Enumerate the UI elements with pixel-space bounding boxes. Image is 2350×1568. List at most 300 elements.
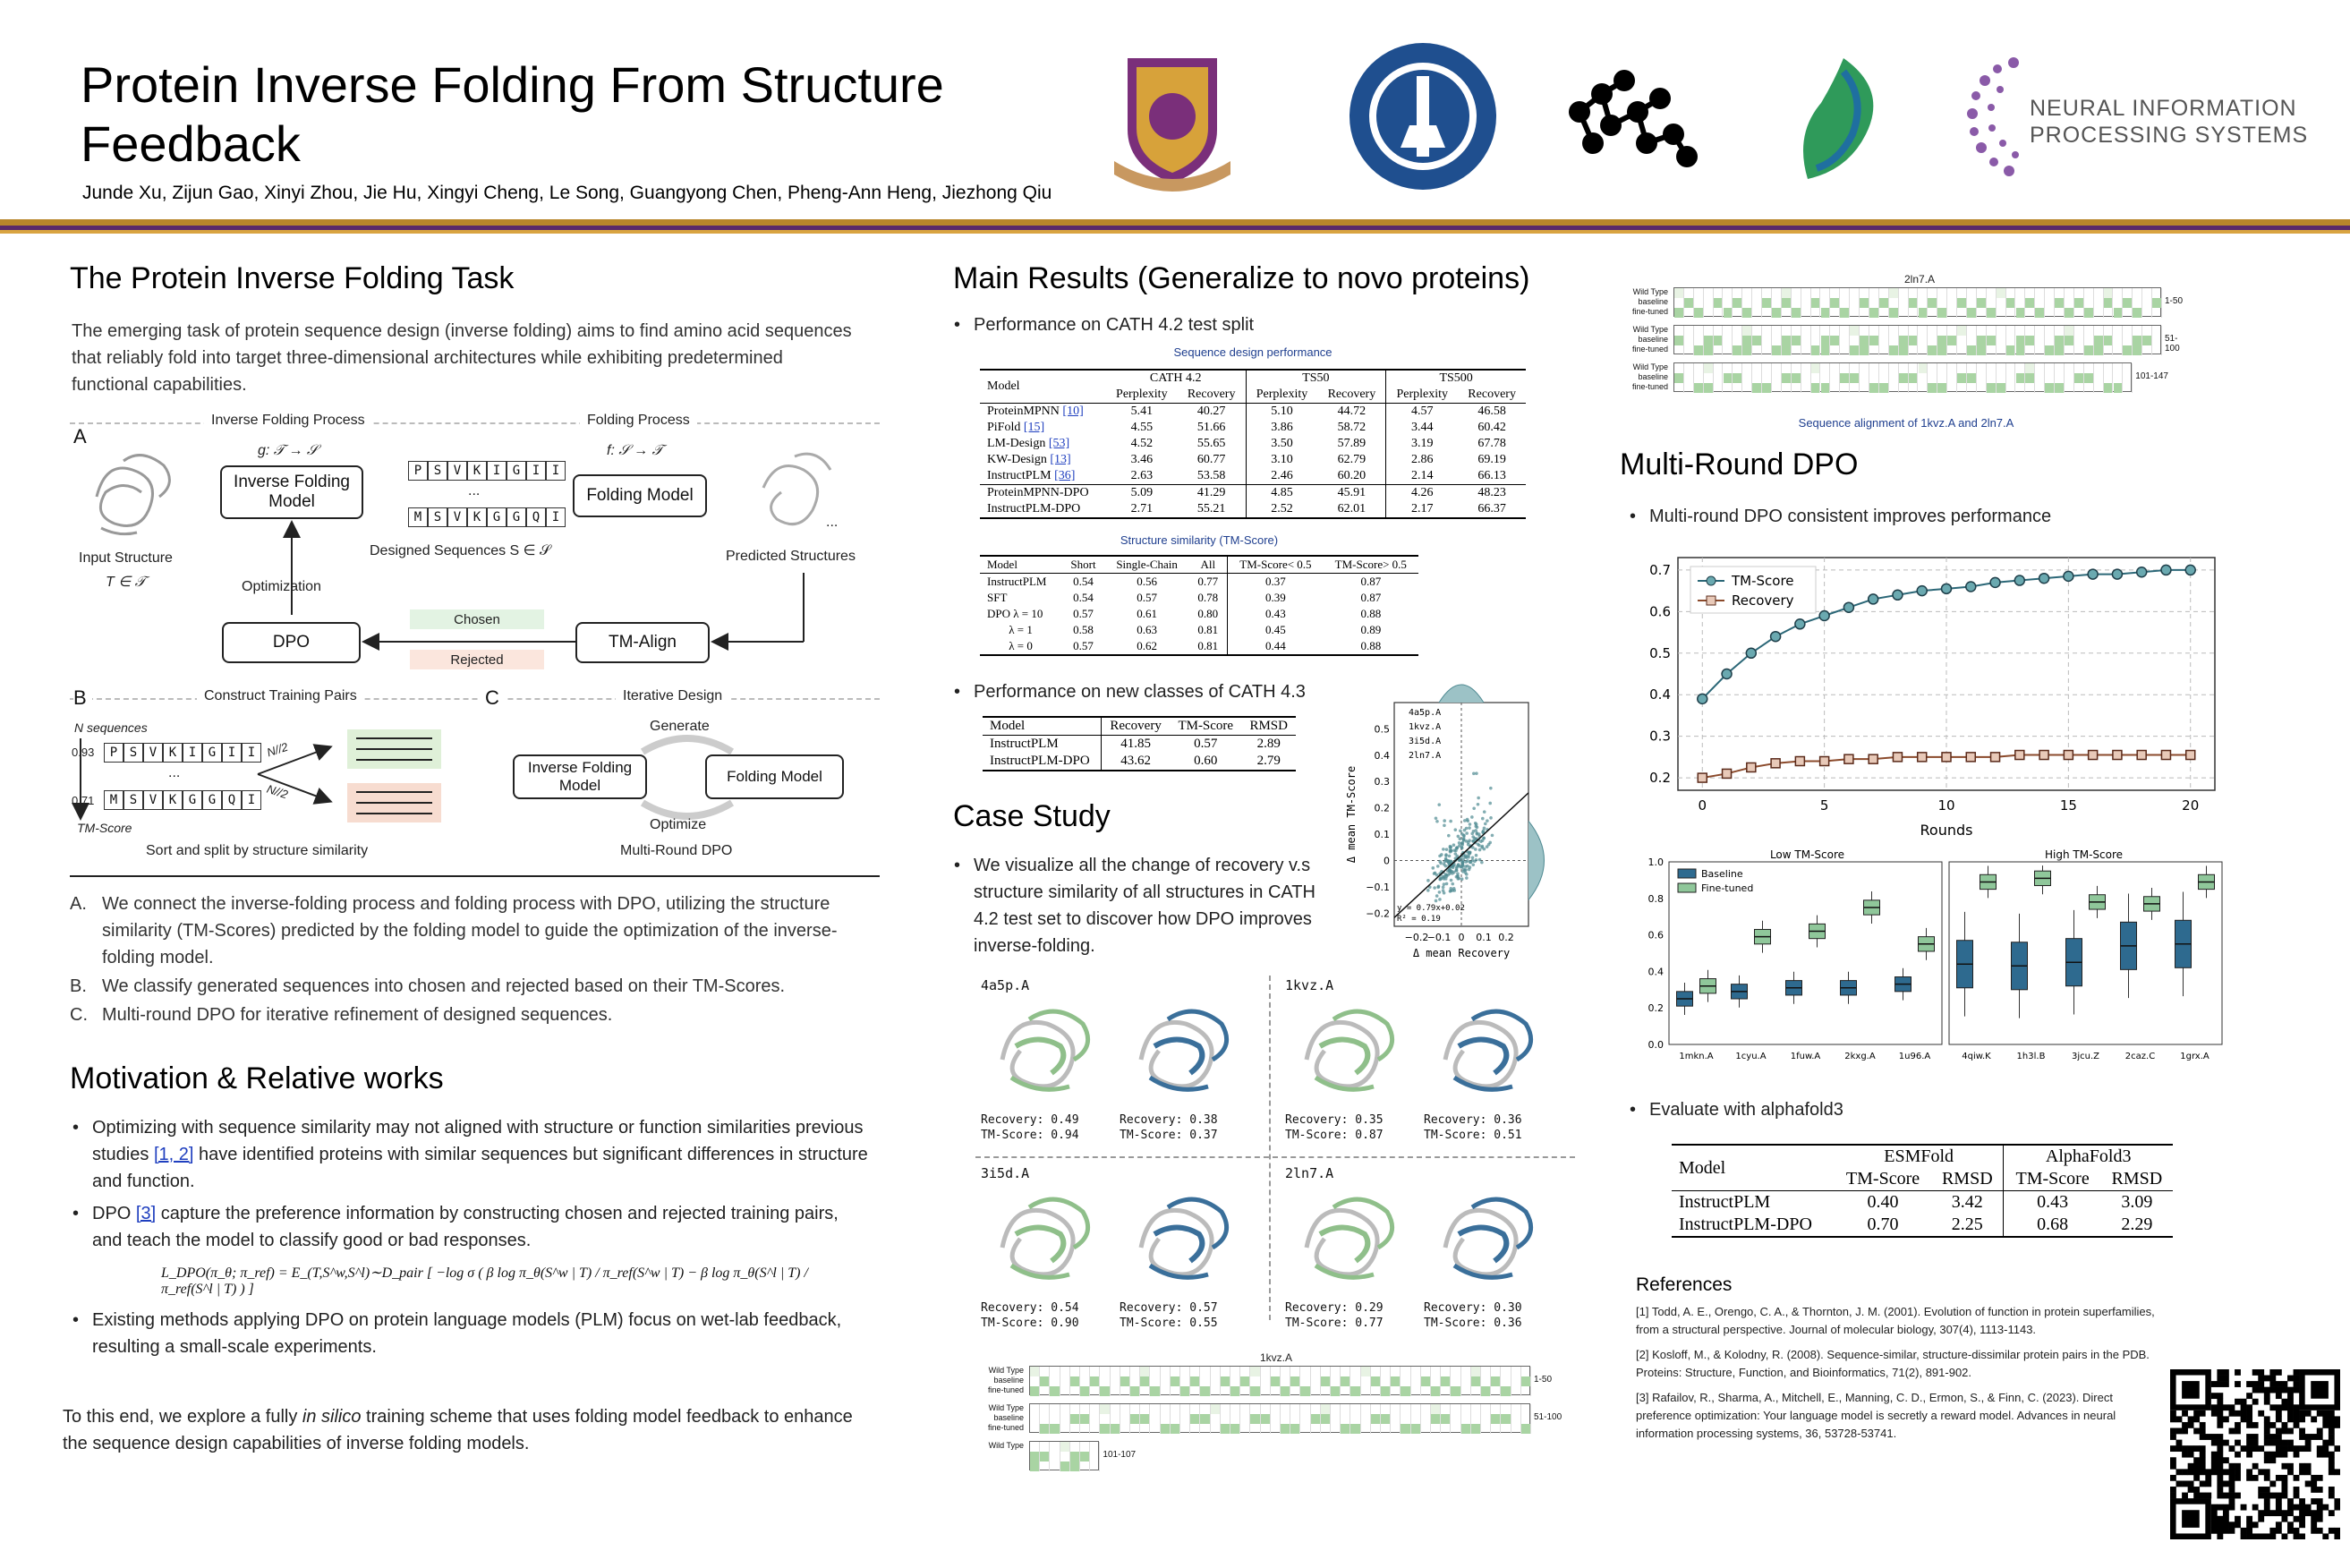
data-point [1465, 827, 1469, 831]
protein-id: 2ln7.A [1285, 1165, 1334, 1181]
protein-structure-icon [1289, 1185, 1414, 1288]
data-point [1489, 787, 1493, 790]
y-tick-label: 0.6 [1649, 603, 1671, 620]
table-cell: 40.27 [1178, 404, 1246, 421]
closing-statement: To this end, we explore a fully in silico training scheme that uses folding model feedback to enhance the sequence design capabilities of inverse folding models. [63, 1407, 853, 1453]
table-cell: 67.78 [1477, 437, 1506, 450]
data-point [1482, 836, 1486, 839]
residue-cell: S [123, 790, 143, 810]
alignment-row-label: Wild Type [1632, 362, 1668, 371]
data-point [1471, 863, 1475, 866]
x-tick-label: 1fuw.A [1790, 1052, 1821, 1061]
designed-seq-2 [408, 507, 566, 527]
table-cell: 0.63 [1137, 623, 1157, 636]
model-name-cell: SFT [987, 591, 1008, 604]
alignment-row-label: baseline [993, 1413, 1024, 1422]
table-cell: 0.40 [1867, 1192, 1899, 1212]
residue-cell: I [546, 507, 566, 527]
column-header: TM-Score [1178, 719, 1234, 733]
table-cell: 0.57 [1073, 607, 1094, 620]
residue-cell: P [104, 743, 123, 763]
cuhk-crest-logo [1105, 49, 1239, 192]
residue-cell: S [428, 461, 447, 481]
data-point [2064, 571, 2073, 581]
alignment-range-label: 51-100 [2165, 334, 2180, 354]
data-point [1445, 882, 1449, 886]
table-cell: 62.79 [1318, 452, 1386, 468]
y-tick-label: 0.0 [1648, 1039, 1664, 1051]
alignment-1kvz [975, 1351, 1575, 1472]
residue-cell: M [408, 507, 428, 527]
data-point [2039, 574, 2049, 584]
table-cell: 5.09 [1130, 486, 1154, 499]
data-point [1487, 843, 1491, 847]
model-name-cell: DPO λ = 10 [987, 607, 1043, 620]
motivation-heading: Motivation & Relative works [70, 1061, 444, 1095]
table-row [980, 606, 1418, 622]
table1-caption: Sequence design performance [1173, 345, 1333, 359]
table-cell: 4.57 [1411, 405, 1434, 418]
split-ellipsis: ... [168, 765, 181, 780]
data-point [1460, 877, 1464, 881]
alignment-row-label: fine-tuned [987, 1385, 1024, 1394]
data-point [1893, 590, 1903, 600]
score-low: 0.71 [72, 794, 95, 807]
model-name-cell: λ = 0 [1009, 639, 1033, 652]
table-row [983, 736, 1296, 754]
protein-case-cell [1280, 1163, 1571, 1334]
data-point [1458, 841, 1461, 845]
case-structures-grid [975, 976, 1575, 1330]
data-point [1463, 819, 1467, 822]
table-cell: 2.63 [1130, 469, 1154, 482]
table-cell: 60.77 [1178, 452, 1246, 468]
panel-b-label: B [73, 686, 92, 710]
y-tick-label: −0.2 [1366, 908, 1390, 920]
data-point [1486, 819, 1489, 822]
af3-bullet: • Evaluate with alphafold3 [1624, 1096, 2161, 1123]
alignment-caption: Sequence alignment of 1kvz.A and 2ln7.A [1798, 416, 2014, 430]
table-cell: 0.58 [1073, 623, 1094, 636]
data-point [1465, 839, 1469, 843]
residue-cell: V [447, 461, 467, 481]
residue-cell: G [507, 507, 526, 527]
x-density-curve [1439, 685, 1484, 703]
x-tick-label: −0.2 [1404, 932, 1429, 943]
data-point [1484, 822, 1487, 826]
x-tick-label: 1u96.A [1898, 1052, 1931, 1061]
table-row [980, 574, 1418, 591]
references-heading: References [1636, 1274, 1733, 1295]
x-tick-label: 10 [1937, 797, 1955, 814]
dpo-box: DPO [222, 622, 361, 663]
data-point [1465, 876, 1469, 880]
alignment-grid [1673, 287, 2161, 317]
residue-cell: K [467, 461, 487, 481]
chosen-label: Chosen [454, 611, 500, 627]
protein-case-cell [975, 976, 1266, 1146]
data-point [2161, 751, 2170, 760]
alignment-range-label: 51-100 [1534, 1412, 1562, 1422]
table-cell: 62.01 [1318, 501, 1386, 518]
data-point [1966, 753, 1975, 762]
data-point [1771, 759, 1780, 768]
alignment-2ln7-title: 2ln7.A [1904, 273, 1936, 285]
x-tick-label: 1h3l.B [2016, 1052, 2046, 1061]
tm-score-value: TM-Score: 0.55 [1120, 1317, 1218, 1330]
table-cell: 58.72 [1318, 420, 1386, 436]
table-cell: 5.10 [1271, 405, 1293, 418]
tm-score-value: TM-Score: 0.36 [1424, 1317, 1522, 1330]
table-cell: 57.89 [1318, 436, 1386, 452]
residue-cell: P [408, 461, 428, 481]
case-study-heading: Case Study [953, 799, 1111, 833]
table-cell: 43.62 [1120, 754, 1151, 768]
table-cell: 2.17 [1411, 502, 1434, 516]
table-cell: 2.25 [1931, 1214, 2004, 1237]
section-folding-label: Folding Process [580, 413, 697, 429]
recovery-value: Recovery: 0.38 [1120, 1113, 1218, 1127]
data-point [1456, 872, 1460, 875]
legend-label: 4a5p.A [1409, 708, 1442, 718]
data-point [1480, 861, 1484, 865]
y-tick-label: 0.6 [1648, 929, 1664, 942]
motivation-list-2 [67, 1307, 873, 1366]
table-cell: 4.52 [1130, 437, 1154, 450]
table-cell: 2.79 [1256, 754, 1281, 768]
tm-score-value: TM-Score: 0.77 [1285, 1317, 1384, 1330]
input-structure-label: Input Structure [79, 550, 173, 566]
sort-split-caption: Sort and split by structure similarity [146, 843, 369, 858]
table-row [1672, 1214, 2173, 1237]
data-point [1474, 829, 1477, 832]
multiround-heading: Multi-Round DPO [1620, 447, 1859, 481]
table-cell: 3.50 [1271, 437, 1293, 450]
y-tick-label: 0.3 [1374, 776, 1390, 788]
iter-inverse-model-box: Inverse Folding Model [513, 754, 647, 799]
panel-c-label: C [480, 686, 505, 710]
data-point [1435, 899, 1438, 903]
table-cell: 48.23 [1477, 486, 1506, 499]
legend-label: 1kvz.A [1409, 722, 1442, 732]
model-name-cell: LM-Design [53] [987, 437, 1070, 450]
table-cell: 2.86 [1411, 453, 1434, 466]
table-row [983, 753, 1296, 771]
t1-model-header: Model [987, 379, 1020, 393]
table-cell: 2.89 [1256, 737, 1281, 751]
x-tick-label: 15 [2059, 797, 2077, 814]
data-point [1465, 831, 1469, 835]
data-point [1426, 889, 1430, 892]
alignment-range-label: 101-147 [2135, 371, 2168, 381]
alignment-grid [1673, 325, 2161, 354]
y-tick-label: 0.5 [1649, 644, 1671, 661]
data-point [1478, 848, 1482, 852]
column-header: Model [987, 558, 1017, 571]
legend-swatch [1678, 883, 1696, 892]
data-point [1456, 877, 1460, 881]
poster-title: Protein Inverse Folding From Structure Feedback [81, 56, 944, 172]
data-point [1442, 886, 1445, 890]
table-cell: 2.29 [2121, 1214, 2153, 1234]
motivation-list [67, 1114, 873, 1259]
model-name-cell: InstructPLM [36] [987, 469, 1076, 482]
table-cell: 3.42 [1931, 1191, 2004, 1214]
column-header: Single-Chain [1116, 558, 1178, 571]
data-point [1469, 822, 1472, 826]
legend-label: 2ln7.A [1409, 751, 1442, 761]
split-seq-2 [104, 790, 261, 810]
main-bullet-list-2 [949, 678, 1396, 711]
data-point [1491, 834, 1494, 838]
data-point [1444, 853, 1448, 856]
y-tick-label: 0.2 [1649, 770, 1671, 787]
table-cell: 51.66 [1178, 420, 1246, 436]
alignment-row-label: Wild Type [988, 1441, 1024, 1450]
residue-cell: I [242, 743, 261, 763]
data-point [1771, 632, 1781, 642]
data-point [1474, 848, 1477, 851]
recovery-value: Recovery: 0.54 [981, 1301, 1079, 1315]
table-cell: 0.57 [1137, 591, 1157, 604]
data-point [1449, 846, 1452, 849]
table-cell: 0.80 [1188, 606, 1227, 622]
x-tick-label: 1cyu.A [1735, 1052, 1767, 1061]
table-cell: 0.56 [1137, 575, 1157, 588]
data-point [1438, 855, 1442, 858]
citation-link[interactable]: [13] [1050, 453, 1071, 466]
table-cell: 2.71 [1130, 502, 1154, 516]
data-point [1449, 820, 1452, 823]
neurips-wordmark-line1: NEURAL INFORMATION [2030, 96, 2297, 121]
data-point [1455, 865, 1459, 869]
data-point [2088, 569, 2098, 579]
data-point [1483, 810, 1486, 814]
tm-score-value: TM-Score: 0.87 [1285, 1129, 1384, 1142]
data-point [1462, 837, 1466, 840]
legend-label: Fine-tuned [1701, 882, 1754, 894]
table-cell: 4.26 [1411, 486, 1434, 499]
data-point [1469, 865, 1472, 869]
data-point [1432, 866, 1435, 870]
data-point [1437, 803, 1441, 806]
explanation-b: B. We classify generated sequences into chosen and rejected based on their TM-Scores. [70, 976, 786, 996]
section-inverse-label: Inverse Folding Process [204, 413, 372, 429]
data-point [1452, 843, 1456, 847]
data-point [1473, 860, 1477, 864]
optimize-label: Optimize [650, 817, 707, 832]
main-bullet-2: • Performance on new classes of CATH 4.3 [949, 678, 1396, 705]
data-point [2039, 751, 2048, 760]
data-point [1843, 602, 1853, 612]
y-tick-label: 0.4 [1649, 686, 1671, 703]
data-point [1457, 835, 1460, 839]
alignment-row-label: Wild Type [1632, 325, 1668, 334]
data-point [1454, 849, 1458, 853]
n-half-top: N//2 [265, 739, 290, 760]
alignment-row-label: fine-tuned [987, 1423, 1024, 1432]
citation-link[interactable]: [53] [1048, 437, 1070, 450]
task-explanations [70, 891, 880, 1030]
table-cell: 0.60 [1194, 754, 1218, 768]
alignment-row-label: baseline [1638, 297, 1668, 306]
protein-structure-icon [984, 1185, 1110, 1288]
data-point [1444, 865, 1448, 868]
case-bullet: • We visualize all the change of recovery v.s structure similarity of all structures in CATH 4.2 test set to discover how DPO improves inverse-folding. [949, 852, 1333, 959]
hangzhou-institute-seal-logo [1347, 40, 1499, 192]
split-seq-1 [104, 743, 261, 763]
y-tick-label: 0.8 [1648, 892, 1664, 905]
citation-link[interactable]: [15] [1023, 421, 1045, 434]
data-point [2064, 751, 2073, 760]
motivation-bullet-1: • Optimizing with sequence similarity may not aligned with structure or function similarities previous studies [1, 2] have identified proteins with similar sequences but significant differences in structure and function. [67, 1114, 873, 1195]
table-cell: 3.09 [2121, 1192, 2153, 1212]
tm-score-value: TM-Score: 0.51 [1424, 1129, 1522, 1142]
iter-folding-model-box: Folding Model [705, 754, 844, 799]
column-header: RMSD [1249, 719, 1288, 733]
multiround-line-chart [1624, 541, 2233, 841]
rejected-bar [410, 650, 544, 669]
model-name-cell: InstructPLM-DPO [1679, 1214, 1812, 1234]
model-name-cell: InstructPLM-DPO [983, 753, 1102, 771]
protein-id: 4a5p.A [981, 977, 1030, 993]
table-cell: 41.29 [1178, 485, 1246, 502]
data-point [1472, 772, 1476, 776]
table-cell: 0.87 [1360, 591, 1382, 604]
y-tick-label: −0.1 [1366, 881, 1390, 893]
data-point [1869, 754, 1877, 763]
data-point [1426, 879, 1430, 882]
data-point [1698, 694, 1707, 703]
tm-score-axis-label: TM-Score [77, 821, 132, 835]
citation-link[interactable]: [36] [1054, 469, 1076, 482]
data-point [1698, 773, 1707, 782]
data-point [1464, 868, 1468, 872]
data-point [1483, 827, 1486, 831]
table-cell: 0.88 [1360, 607, 1382, 620]
table-row [980, 501, 1526, 518]
multi-round-caption: Multi-Round DPO [620, 843, 733, 858]
table-cell: 3.46 [1130, 453, 1154, 466]
table-cell: 46.58 [1477, 405, 1506, 418]
data-point [1461, 860, 1465, 864]
citation-link[interactable]: [10] [1062, 405, 1084, 418]
alignment-range-label: 1-50 [2165, 296, 2184, 306]
table-cell: 0.39 [1265, 591, 1286, 604]
citation-1-2[interactable]: [1, 2] [153, 1145, 194, 1164]
recovery-value: Recovery: 0.57 [1120, 1301, 1218, 1315]
f-mapping: f: 𝒮 → 𝒯 [607, 443, 663, 458]
data-point [1447, 834, 1451, 838]
column-header: TM-Score< 0.5 [1239, 558, 1312, 571]
data-point [1477, 797, 1480, 800]
tm-score-value: TM-Score: 0.37 [1120, 1129, 1218, 1142]
table-row [980, 452, 1526, 468]
fit-equation-label: y = 0.79x+0.02 [1397, 904, 1465, 913]
data-point [1449, 850, 1452, 854]
predicted-ellipsis: ... [826, 515, 839, 530]
data-point [1820, 757, 1829, 766]
score-high: 0.93 [72, 746, 95, 759]
header-stripe-gold [0, 219, 2350, 226]
data-point [2089, 751, 2098, 760]
data-point [1483, 848, 1486, 851]
tm-score-value: TM-Score: 0.94 [981, 1129, 1079, 1142]
y-tick-label: 0.5 [1374, 723, 1390, 736]
data-point [1747, 763, 1756, 771]
protein-id: 1kvz.A [1285, 977, 1334, 993]
data-point [1990, 577, 2000, 587]
x-tick-label: 5 [1819, 797, 1829, 814]
n-half-bottom: N//2 [265, 781, 290, 802]
table-cell: 0.88 [1360, 639, 1382, 652]
table-row [980, 420, 1526, 436]
x-axis-label: Rounds [1920, 822, 1973, 839]
data-point [1819, 611, 1829, 621]
data-point [2185, 565, 2195, 575]
data-point [1469, 861, 1473, 865]
y-tick-label: 1.0 [1648, 856, 1664, 868]
folding-model-box: Folding Model [573, 474, 707, 517]
optimization-label: Optimization [242, 579, 321, 594]
table-cell: 44.72 [1318, 404, 1386, 421]
qr-code-icon[interactable] [2170, 1369, 2340, 1539]
data-point [1481, 817, 1485, 821]
panel-a-label: A [73, 425, 87, 447]
table-cell: 2.46 [1271, 469, 1293, 482]
recovery-value: Recovery: 0.36 [1424, 1113, 1522, 1127]
motivation-bullet-3: • Existing methods applying DPO on protein language models (PLM) focus on wet-lab feedback, resulting a small-scale experiments. [67, 1307, 873, 1360]
data-point [1722, 669, 1732, 679]
y-tick-label: 0.4 [1648, 966, 1664, 978]
task-heading: The Protein Inverse Folding Task [70, 261, 515, 295]
residue-cell: G [202, 743, 222, 763]
data-point [1459, 830, 1462, 833]
author-list: Junde Xu, Zijun Gao, Xinyi Zhou, Jie Hu, Xingyi Cheng, Le Song, Guangyong Chen, Pheng-Ann Heng, Jiezhong Qiu [82, 183, 1052, 203]
model-name-cell: InstructPLM [1679, 1192, 1771, 1212]
x-tick-label: 2kxg.A [1844, 1052, 1876, 1061]
neurips-logo [1960, 49, 2309, 192]
x-tick-label: 0 [1458, 932, 1465, 943]
data-point [1723, 769, 1732, 778]
table-cell: 0.78 [1188, 590, 1227, 606]
y-tick-label: 0 [1384, 855, 1390, 867]
input-structure-math: T ∈ 𝒯 [106, 575, 146, 590]
neurips-wordmark-line2: PROCESSING SYSTEMS [2030, 123, 2309, 148]
citation-3[interactable]: [3] [135, 1204, 157, 1223]
reference-2: [2] Kosloff, M., & Kolodny, R. (2008). Sequence-similar, structure-dissimilar protein pairs in the PDB. Proteins: Structure, Function, and Bioinformatics, 71(2), 891-902. [1636, 1348, 2150, 1379]
data-point [1442, 848, 1445, 851]
main-bullet-list-1 [949, 311, 1575, 344]
data-point [1893, 753, 1902, 762]
data-point [1445, 848, 1449, 851]
y-tick-label: 0.3 [1649, 728, 1671, 745]
table-cell: 0.43 [1265, 607, 1286, 620]
iterative-design-label: Iterative Design [616, 688, 729, 704]
data-point [1444, 858, 1448, 862]
alignment-1kvz-title: 1kvz.A [1260, 1351, 1293, 1364]
data-point [1448, 855, 1452, 858]
table-cell: 3.44 [1411, 421, 1434, 434]
table-cell: 0.54 [1073, 575, 1094, 588]
x-tick-label: 4qiw.K [1962, 1052, 1991, 1061]
model-name-cell: ProteinMPNN [10] [987, 405, 1084, 418]
x-tick-label: 20 [2182, 797, 2200, 814]
data-point [1472, 807, 1476, 811]
y-tick-label: 0.1 [1374, 829, 1390, 841]
data-point [2014, 575, 2024, 585]
model-name-cell: InstructPLM [987, 575, 1047, 588]
